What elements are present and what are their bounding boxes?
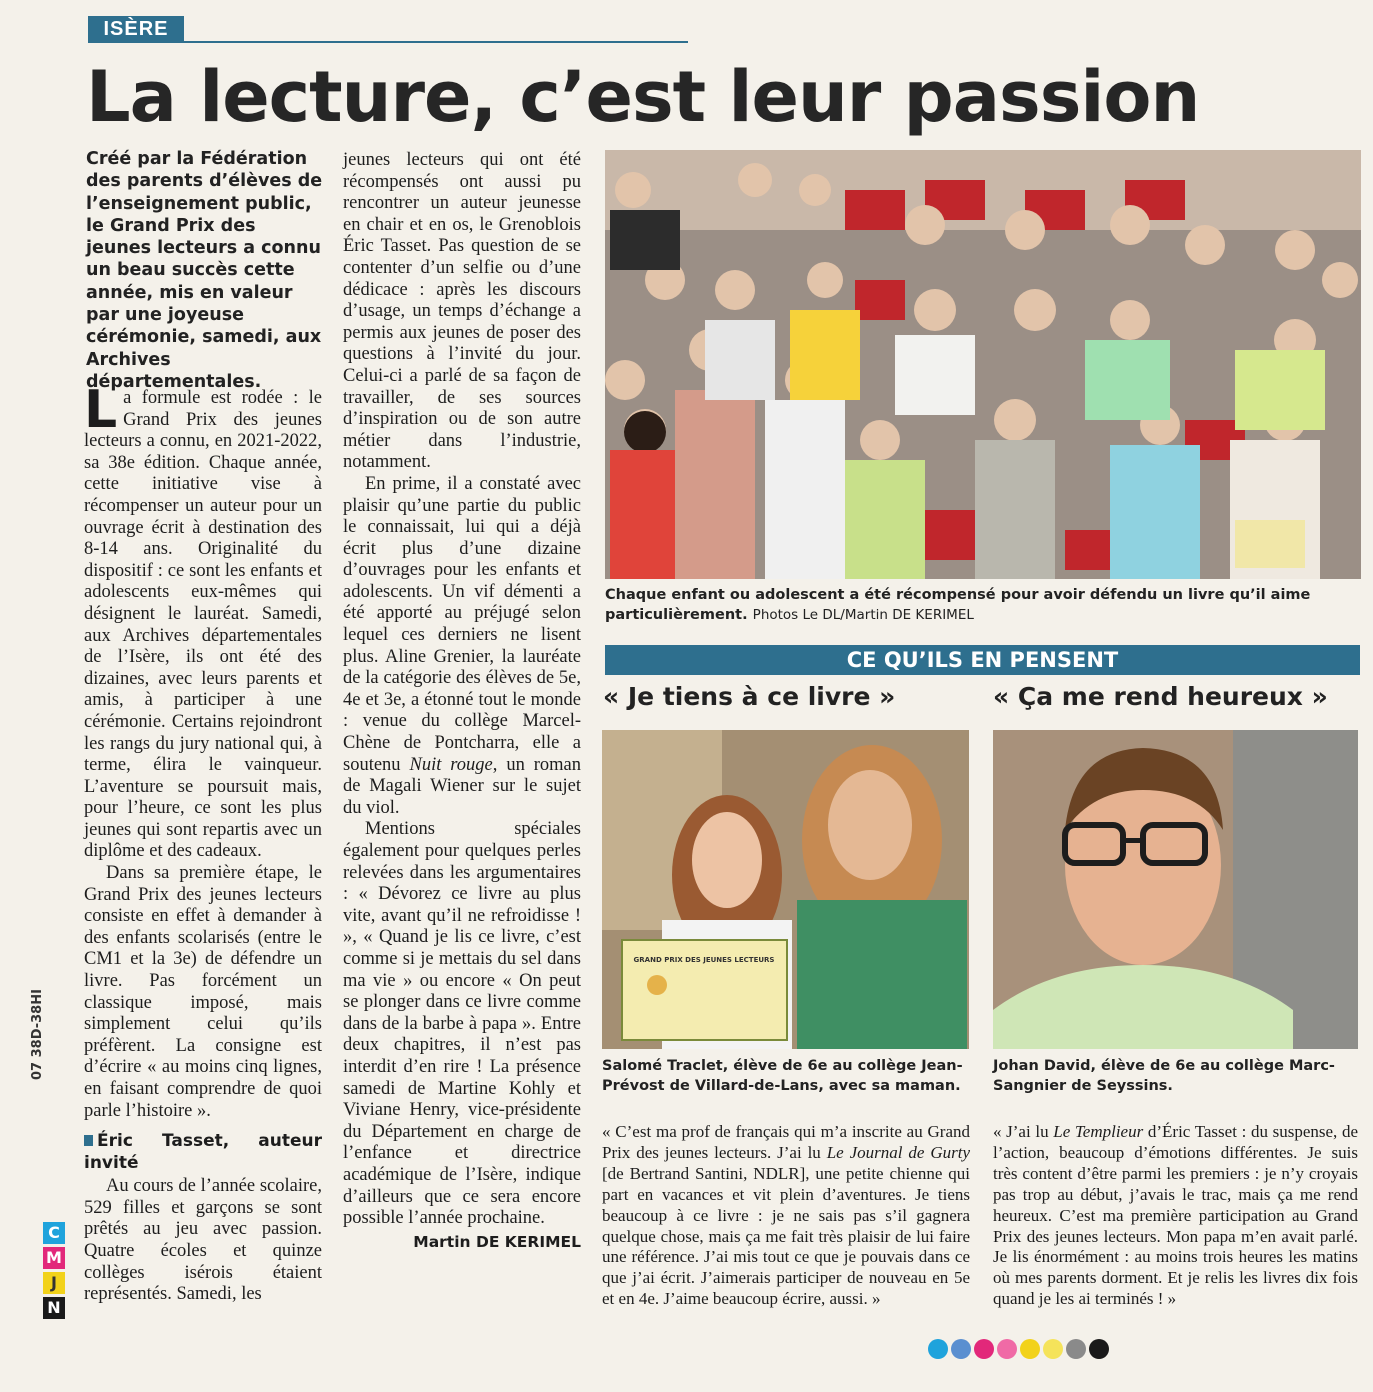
quote-text-johan: « J’ai lu Le Templieur d’Éric Tasset : du suspense, de l’action, beaucoup d’émotions différentes. Je suis très content d’être parmi les premiers : je n’y croyais pas trop au début, j’avais le trac, mais ça me rend heureux. C’est ma première participation au Grand Prix des jeunes lecteurs. Mon papa m’en avait parlé. Je lis énormément : au moins trois heures les matins où mes parents dorment. Et je relis les livres dix fois quand je les ai terminés ! » (993, 1122, 1359, 1309)
author-signature: Martin DE KERIMEL (413, 1232, 581, 1251)
dot-grey (1066, 1339, 1086, 1359)
cmjn-magenta: M (43, 1247, 65, 1269)
dot-magenta (974, 1339, 994, 1359)
book-title-gurty: Le Journal de Gurty (826, 1142, 971, 1162)
dot-yellow (1020, 1339, 1040, 1359)
dot-light-yellow (1043, 1339, 1063, 1359)
intertitle: Éric Tasset, auteur invité (84, 1131, 322, 1174)
dot-black (1089, 1339, 1109, 1359)
color-calibration-dots (928, 1339, 1109, 1361)
print-margin-code: 07 38D-38HI (30, 989, 45, 1080)
dot-pink (997, 1339, 1017, 1359)
article-paragraph-6: Mentions spéciales également pour quelques perles relevées dans les argumentaires : « Dévorez ce livre au plus vite, avant qu’il ne refroidisse ! », « Quand je lis ce livre, c’est comme si je mettais du sel dans ma vie » ou encore « On peut se plonger dans ce livre comme dans de la barbe à papa ». Entre deux chapitres, il n’est pas interdit d’en rire ! La présence samedi de Martine Kohly et Viviane Henry, vice-présidente du Département en charge de l’enfance et directrice académique de l’Isère, indique d’ailleurs que ce sera encore possible l’année prochaine. (343, 819, 581, 1229)
dot-blue (951, 1339, 971, 1359)
drop-cap: L (84, 380, 118, 440)
quote-title-johan: « Ça me rend heureux » (993, 682, 1328, 711)
book-title-templieur: Le Templieur (1053, 1122, 1144, 1141)
book-title-nuit-rouge: Nuit rouge (409, 754, 493, 775)
cmjn-registration-marks (43, 1222, 67, 1322)
square-bullet-icon (84, 1135, 93, 1146)
article-paragraph-1: La formule est rodée : le Grand Prix des jeunes lecteurs a connu, en 2021-2022, sa 38e édition. Chaque année, cette initiative vise à récompenser un auteur pour un ouvrage écrit à destination des 8-14 ans. Originalité du dispositif : ce sont les enfants et adolescents eux-mêmes qui désignent le lauréat. Samedi, aux Archives départementales de l’Isère, ils ont été des dizaines, avec leurs parents et amis, à participer à une cérémonie. Certains rejoindront les rangs du jury national qui, à terme, élira le vainqueur. L’aventure se poursuit mais, pour l’heure, ce sont les plus jeunes qui sont repartis avec un diplôme et des cadeaux. (84, 380, 322, 862)
section-kicker: ISÈRE (88, 16, 184, 42)
headline: La lecture, c’est leur passion (86, 56, 1200, 138)
caption-johan: Johan David, élève de 6e au collège Marc-Sangnier de Seyssins. (993, 1058, 1335, 1094)
photo-salome-and-mother (602, 730, 969, 1049)
quote-title-salome: « Je tiens à ce livre » (603, 682, 896, 711)
main-photo-caption: Chaque enfant ou adolescent a été récompensé pour avoir défendu un livre qu’il aime particulièrement. Photos Le DL/Martin DE KERIMEL (605, 587, 1311, 623)
article-paragraph-4: jeunes lecteurs qui ont été récompensés ont aussi pu rencontrer un auteur jeunesse en chair et en os, le Grenoblois Éric Tasset. Pas question de se contenter d’un selfie ou d’une dédicace : après les discours d’usage, un temps d’échange a permis aux jeunes de poser des questions à l’invité du jour. Celui-ci a parlé de sa façon de travailler, de ses sources d’inspiration ou de son autre métier dans l’industrie, notamment. (343, 150, 581, 473)
article-paragraph-3: Au cours de l’année scolaire, 529 filles et garçons se sont prêtés au jeu avec passion. Quatre écoles et quinze collèges isérois étaient représentés. Samedi, les (84, 1176, 322, 1305)
cmjn-black: N (43, 1297, 65, 1319)
article-column-2 (343, 150, 581, 1253)
diploma-label: GRAND PRIX DES JEUNES LECTEURS (633, 956, 775, 964)
article-column-1 (84, 380, 322, 1306)
cmjn-cyan: C (43, 1222, 65, 1244)
article-paragraph-2: Dans sa première étape, le Grand Prix des jeunes lecteurs consiste en effet à demander à des enfants scolarisés (entre le CM1 et la 3e) de défendre un livre. Pas forcément un classique imposé, mais simplement celui qu’ils préfèrent. La consigne est d’écrire « au moins cinq lignes, en faisant comprendre de quoi parle l’histoire ». (84, 863, 322, 1121)
photo-johan (993, 730, 1358, 1049)
section-title-bar: CE QU’ILS EN PENSENT (605, 645, 1360, 675)
caption-salome: Salomé Traclet, élève de 6e au collège Jean-Prévost de Villard-de-Lans, avec sa maman. (602, 1058, 963, 1094)
cmjn-yellow: J (43, 1272, 65, 1294)
photo-credit: Photos Le DL/Martin DE KERIMEL (752, 607, 974, 623)
article-paragraph-5: En prime, il a constaté avec plaisir qu’une partie du public le connaissait, lui qui a déjà écrit plus d’une dizaine d’ouvrages pour les enfants et adolescents. Un vif démenti a été apporté au préjugé selon lequel ces derniers ne lisent plus. Aline Grenier, la lauréate de la catégorie des élèves de 5e, 4e et 3e, a étonné tout le monde : venue du collège Marcel-Chène de Pontcharra, elle a soutenu Nuit rouge, un roman de Magali Wiener sur le sujet du viol. (343, 473, 582, 818)
lead-paragraph: Créé par la Fédération des parents d’élèves de l’enseignement public, le Grand Prix des jeunes lecteurs a connu un beau succès cette année, mis en valeur par une joyeuse cérémonie, samedi, aux Archives départementales. (86, 149, 323, 392)
kicker-rule (88, 41, 688, 43)
quote-text-salome: « C’est ma prof de français qui m’a inscrite au Grand Prix des jeunes lecteurs. J’ai lu Le Journal de Gurty [de Bertrand Santini, NDLR], une petite chienne qui part en vacances et vit plein d’aventures. Je tiens beaucoup à ce livre : je ne sais pas s’il gagnera quelque chose, mais ça me fait très plaisir de lui faire une référence. J’ai mis tout ce que je pouvais dans ce que j’ai écrit. J’aimerais participer de nouveau en 5e et en 4e. J’aime beaucoup écrire, aussi. » (602, 1122, 971, 1309)
dot-cyan (928, 1339, 948, 1359)
group-photo (605, 150, 1361, 579)
